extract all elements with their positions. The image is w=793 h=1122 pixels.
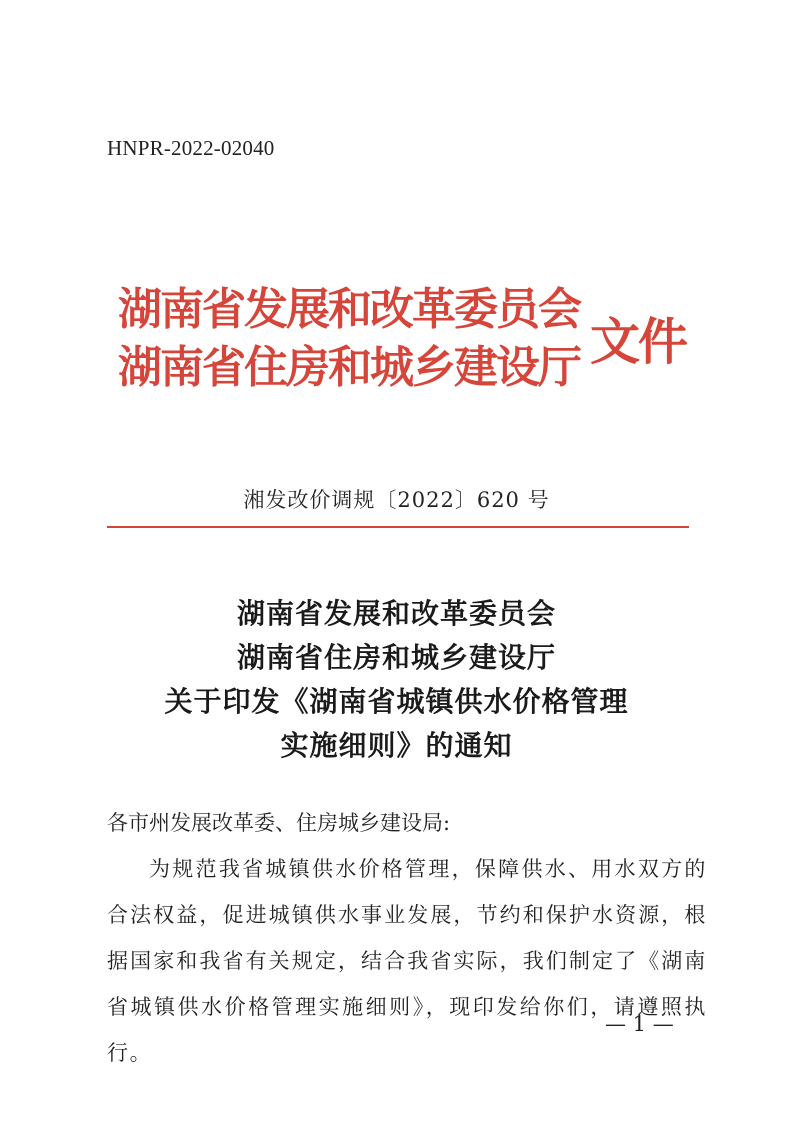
body-paragraph: 为规范我省城镇供水价格管理，保障供水、用水双方的合法权益，促进城镇供水事业发展，节约和保护水资源，根据国家和我省有关规定，结合我省实际，我们制定了《湖南省城镇供水价格管理实施细则》，现印发给你们，请遵照执行。 [107,857,707,1065]
title-line: 湖南省住房和城乡建设厅 [236,641,556,674]
red-divider [107,526,689,528]
page-number: — 1 — [605,1012,674,1036]
red-letterhead [118,280,688,420]
issuer-ndrc: 湖南省发展和改革委员会 [118,284,580,335]
document-id: HNPR-2022-02040 [107,136,275,160]
document-title [0,592,793,768]
title-line: 湖南省发展和改革委员会 [236,597,556,630]
file-number: 湘发改价调规〔2022〕620 号 [243,488,550,512]
title-line: 实施细则》的通知 [280,729,513,762]
title-line: 关于印发《湖南省城镇供水价格管理 [164,685,629,718]
issuer-housing-dept: 湖南省住房和城乡建设厅 [118,342,580,393]
salutation: 各市州发展改革委、住房城乡建设局: [107,811,451,835]
letterhead-suffix: 文件 [590,312,686,371]
